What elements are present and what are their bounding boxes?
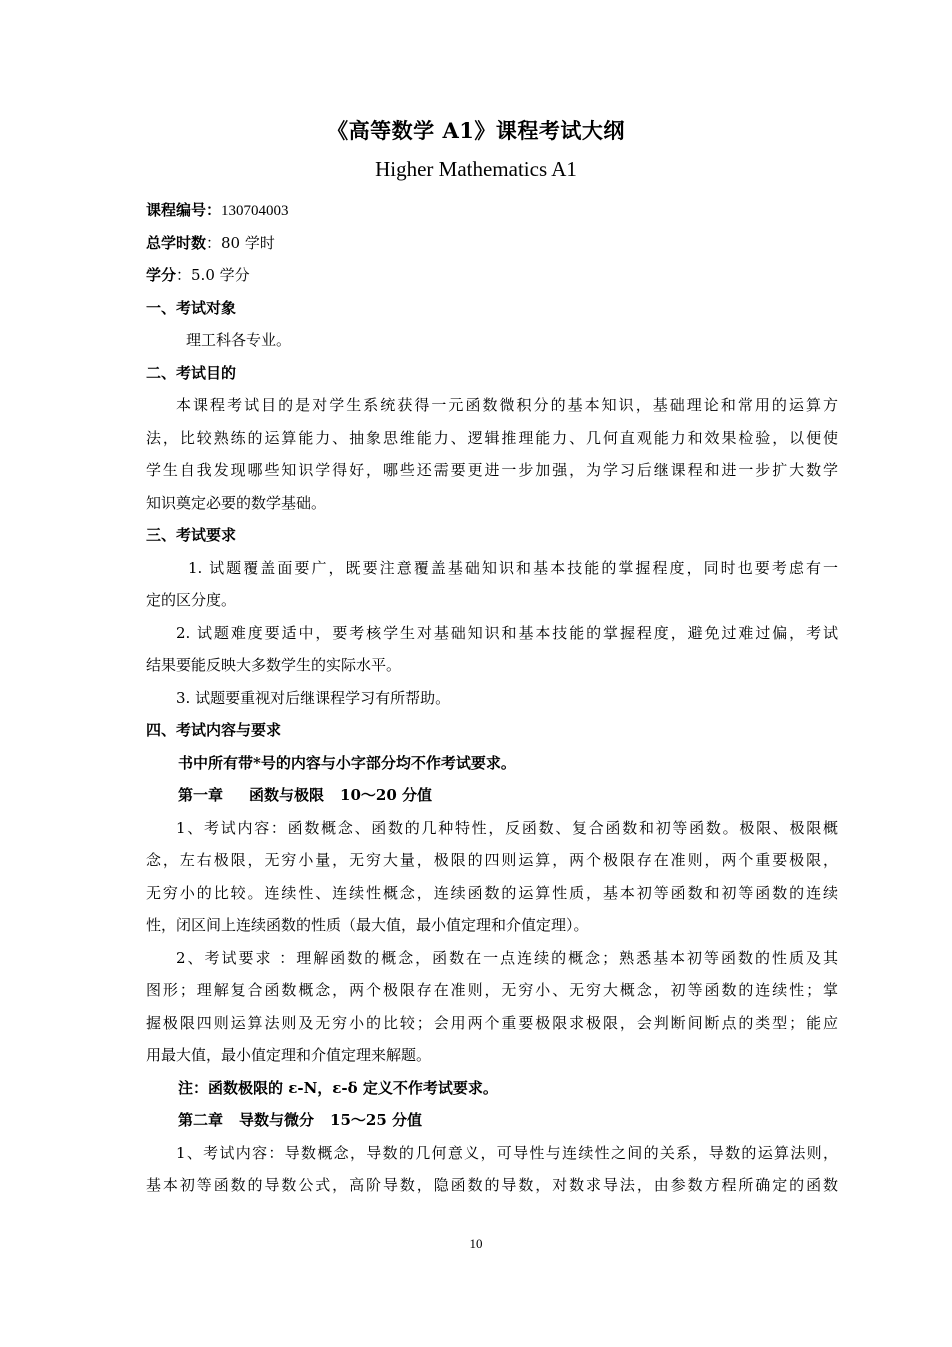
chapter-1-requirement-line: 2、考试要求 ：理解函数的概念，函数在一点连续的概念；熟悉基本初等函数的性质及其 [176, 948, 838, 967]
total-hours-line [146, 227, 838, 260]
credits-value: ：5.0 学分 [176, 266, 250, 284]
course-code-value: 130704003 [221, 203, 289, 219]
section-3-heading: 三、考试要求 [146, 526, 237, 544]
total-hours-label: 总学时数 [146, 233, 207, 252]
chapter-1-requirement-line: 用最大值，最小值定理和介值定理来解题。 [146, 1046, 432, 1064]
chapter-1-content-line: 性，闭区间上连续函数的性质（最大值，最小值定理和介值定理）。 [146, 916, 589, 934]
course-code-label: 课程编号： [146, 201, 222, 219]
section-1-heading: 一、考试对象 [146, 298, 237, 317]
chapter-2-content-line: 基本初等函数的导数公式，高阶导数，隐函数的导数，对数求导法，由参数方程所确定的函数 [146, 1176, 838, 1194]
section-3-line: 结果要能反映大多数学生的实际水平。 [146, 656, 402, 674]
chapter-2-title: 第二章 [178, 1111, 224, 1129]
chapter-2-heading [146, 1104, 838, 1137]
section-3-line: 3. 试题要重视对后继课程学习有所帮助。 [176, 688, 451, 707]
chapter-2-name: 导数与微分 [239, 1111, 315, 1129]
section-2-line: 知识奠定必要的数学基础。 [146, 493, 327, 512]
document-title: 《高等数学 A1》课程考试大纲 [327, 118, 625, 143]
chapter-1-requirement-line: 握极限四则运算法则及无穷小的比较；会用两个重要极限求极限，会判断间断点的类型；能应 [146, 1013, 838, 1032]
chapter-2-score: 15～25 分值 [330, 1111, 423, 1129]
chapter-1-heading [146, 779, 838, 812]
page-number: 10 [469, 1236, 483, 1251]
chapter-1-content-line: 念，左右极限，无穷小量，无穷大量，极限的四则运算，两个极限存在准则，两个重要极限， [146, 851, 838, 869]
section-2-line: 本课程考试目的是对学生系统获得一元函数微积分的基本知识，基础理论和常用的运算方 [176, 396, 838, 414]
section-4-heading: 四、考试内容与要求 [146, 721, 282, 739]
credits-label: 学分 [146, 266, 177, 284]
chapter-1-title: 第一章 [178, 786, 224, 804]
chapter-1-content-line: 无穷小的比较。连续性、连续性概念，连续函数的运算性质，基本初等函数和初等函数的连续 [146, 883, 838, 902]
document-body [146, 194, 838, 1202]
chapter-1-score: 10～20 分值 [340, 786, 433, 804]
section-3-line: 2. 试题难度要适中，要考核学生对基础知识和基本技能的掌握程度，避免过难过偏，考试 [176, 623, 838, 642]
chapter-1-name: 函数与极限 [249, 786, 325, 804]
section-2-heading: 二、考试目的 [146, 363, 237, 382]
document-subtitle: Higher Mathematics A1 [375, 157, 577, 181]
course-code-line [146, 194, 838, 227]
chapter-1-note: 注：函数极限的 ε-N，ε-δ 定义不作考试要求。 [178, 1078, 498, 1097]
chapter-1-content-line: 1、考试内容：函数概念、函数的几种特性，反函数、复合函数和初等函数。极限、极限概 [176, 818, 838, 837]
section-4-note: 书中所有带*号的内容与小字部分均不作考试要求。 [178, 753, 516, 772]
section-2-line: 学生自我发现哪些知识学得好，哪些还需要更进一步加强，为学习后继课程和进一步扩大数学 [146, 461, 838, 479]
section-3-line: 1. 试题覆盖面要广，既要注意覆盖基础知识和基本技能的掌握程度，同时也要考虑有一 [188, 558, 838, 577]
section-3-line: 定的区分度。 [146, 591, 237, 609]
section-1-text: 理工科各专业。 [186, 331, 292, 349]
section-2-line: 法，比较熟练的运算能力、抽象思维能力、逻辑推理能力、几何直观能力和效果检验，以便使 [146, 428, 838, 447]
total-hours-value: ：80 学时 [206, 233, 275, 252]
chapter-2-content-line: 1、考试内容：导数概念，导数的几何意义，可导性与连续性之间的关系，导数的运算法则， [176, 1143, 838, 1162]
credits-line [146, 259, 838, 292]
chapter-1-requirement-line: 图形；理解复合函数概念，两个极限存在准则，无穷小、无穷大概念，初等函数的连续性；掌 [146, 981, 838, 999]
